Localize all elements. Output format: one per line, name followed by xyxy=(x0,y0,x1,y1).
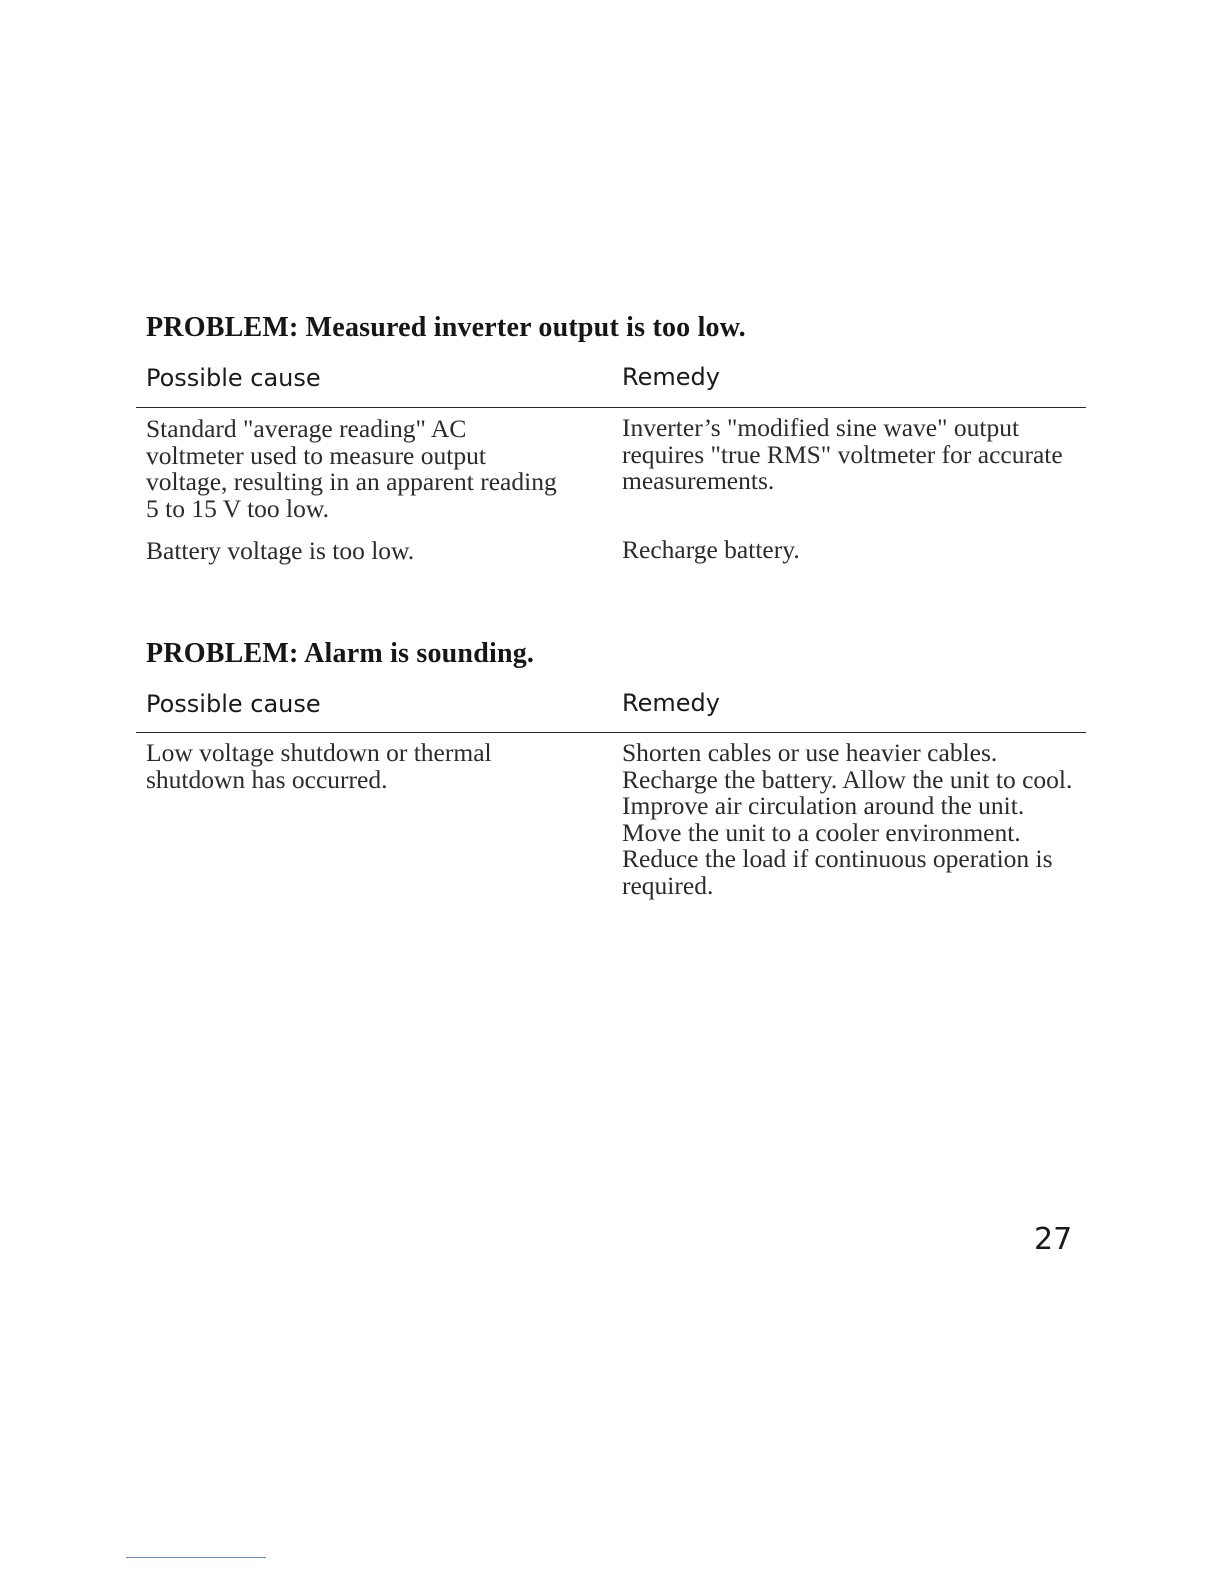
possible-cause-header: Possible cause xyxy=(146,690,321,718)
possible-cause-header: Possible cause xyxy=(146,364,321,392)
problem-title: PROBLEM: Measured inverter output is too low. xyxy=(146,312,746,343)
footer-divider xyxy=(126,1557,266,1558)
problem-title: PROBLEM: Alarm is sounding. xyxy=(146,638,535,669)
remedy-cell: Inverter’s "modified sine wave" output requires "true RMS" voltmeter for accurate measurements. xyxy=(622,413,1063,495)
header-divider xyxy=(136,407,1086,408)
cause-cell: Standard "average reading" AC voltmeter used to measure output voltage, resulting in an apparent reading 5 to 15 V too low. xyxy=(146,414,557,523)
remedy-cell: Recharge battery. xyxy=(622,535,800,564)
header-divider xyxy=(136,732,1086,733)
remedy-header: Remedy xyxy=(622,363,720,391)
cause-cell: Low voltage shutdown or thermal shutdown has occurred. xyxy=(146,738,492,794)
cause-cell: Battery voltage is too low. xyxy=(146,536,415,565)
remedy-cell: Shorten cables or use heavier cables. Recharge the battery. Allow the unit to cool. Improve air circulation around the unit. Move the unit to a cooler environment. Reduce the load if continuous operation is required. xyxy=(622,738,1073,900)
page-number: 27 xyxy=(1034,1222,1073,1257)
remedy-header: Remedy xyxy=(622,689,720,717)
